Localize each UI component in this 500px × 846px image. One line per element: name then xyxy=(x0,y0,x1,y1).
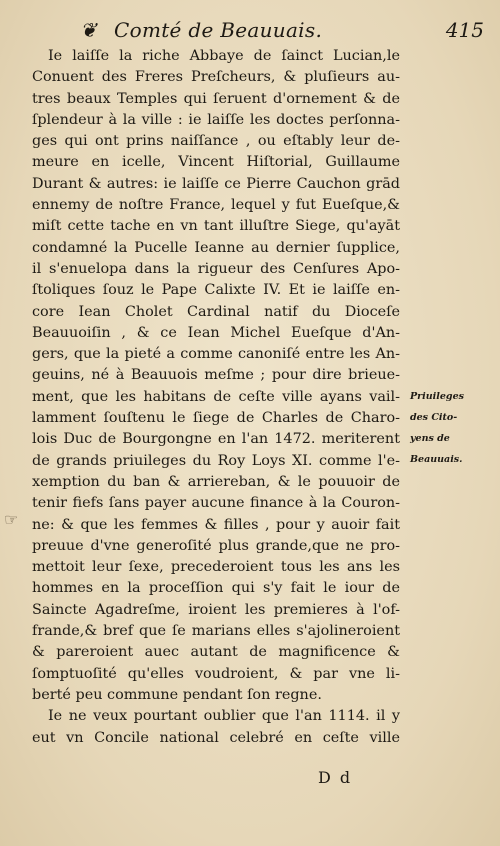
text-line: lamment ſouſtenu le ſiege de Charles de Charo- xyxy=(32,410,400,427)
margin-note xyxy=(410,386,490,470)
text-line: ſomptuoſité qu'elles voudroient, & par vne li- xyxy=(32,665,400,682)
text-line: preuue d'vne generoſité plus grande,que ne pro- xyxy=(32,537,400,554)
text-line: core Iean Cholet Cardinal natif du Dioceſe xyxy=(32,303,400,320)
text-line: berté peu commune pendant ſon regne. xyxy=(32,686,322,703)
text-line: gers, que la pieté a comme canoniſé entre les An- xyxy=(32,346,400,363)
text-line: ges qui ont prins naiſſance , ou eſtably leur de- xyxy=(32,133,400,150)
fleuron-icon: ❦ xyxy=(80,18,97,42)
running-title: Comté de Beauuais. xyxy=(114,18,323,42)
page-number: 415 xyxy=(445,18,484,42)
text-line: Saincte Agadreſme, iroient les premieres à l'of- xyxy=(32,601,400,618)
text-line: Beauuoiſin , & ce Iean Michel Eueſque d'An- xyxy=(32,324,400,341)
text-line: mettoit leur ſexe, precederoient tous les ans les xyxy=(32,559,400,576)
margin-note-line: Beauuais. xyxy=(410,454,463,465)
page-header xyxy=(80,16,484,42)
text-line: frande,& bref que ſe marians elles s'ajolineroient xyxy=(32,623,400,640)
text-line: Ie laiſſe la riche Abbaye de ſainct Lucian,le xyxy=(48,48,400,64)
text-line: condamné la Pucelle Ieanne au dernier ſupplice, xyxy=(32,239,400,256)
text-line: miſt cette tache en vn tant illuſtre Siege, qu'ayāt xyxy=(32,218,400,235)
text-line: eut vn Concile national celebré en ceſte ville xyxy=(32,729,400,746)
text-line: Durant & autres: ie laiſſe ce Pierre Cauchon grād xyxy=(32,175,400,192)
text-line: tres beaux Temples qui ſeruent d'ornement & de xyxy=(32,90,400,107)
margin-note-line: yens de xyxy=(410,433,450,444)
text-line: Ie ne veux pourtant oublier que l'an 1114. il y xyxy=(48,708,400,725)
text-line: Conuent des Freres Preſcheurs, & pluſieurs au- xyxy=(32,69,400,86)
text-line: hommes en la proceſſion qui s'y fait le iour de xyxy=(32,580,400,597)
text-line: ſtoliques ſouz le Pape Calixte IV. Et ie laiſſe en- xyxy=(32,282,400,299)
text-line: il s'enuelopa dans la rigueur des Cenſures Apo- xyxy=(32,260,400,277)
text-line: xemption du ban & arriereban, & le pouuoir de xyxy=(32,473,400,490)
text-line: ſplendeur à la ville : ie laiſſe les doctes perſonna- xyxy=(32,111,400,128)
text-line: ennemy de noſtre France, lequel y fut Eueſque,& xyxy=(32,197,400,214)
margin-note-line: Priuileges xyxy=(410,391,464,402)
text-line: lois Duc de Bourgongne en l'an 1472. meriterent xyxy=(32,431,400,448)
text-line: & pareroient auec autant de magnificence & xyxy=(32,644,400,661)
text-line: tenir fiefs ſans payer aucune finance à la Couron- xyxy=(32,495,400,512)
text-line: meure en icelle, Vincent Hiſtorial, Guillaume xyxy=(32,154,400,171)
text-line: ment, que les habitans de ceſte ville ayans vail- xyxy=(32,388,400,405)
body-text xyxy=(32,46,400,749)
margin-note-line: des Cito- xyxy=(410,412,458,423)
signature-mark: D d xyxy=(318,768,353,787)
text-line: geuins, né à Beauuois meſme ; pour dire brieue- xyxy=(32,367,400,384)
text-line: de grands priuileges du Roy Loys XI. comme l'e- xyxy=(32,452,400,469)
text-line: ne: & que les femmes & filles , pour y auoir fait xyxy=(32,516,400,533)
manicule-icon: ☞ xyxy=(4,510,19,529)
